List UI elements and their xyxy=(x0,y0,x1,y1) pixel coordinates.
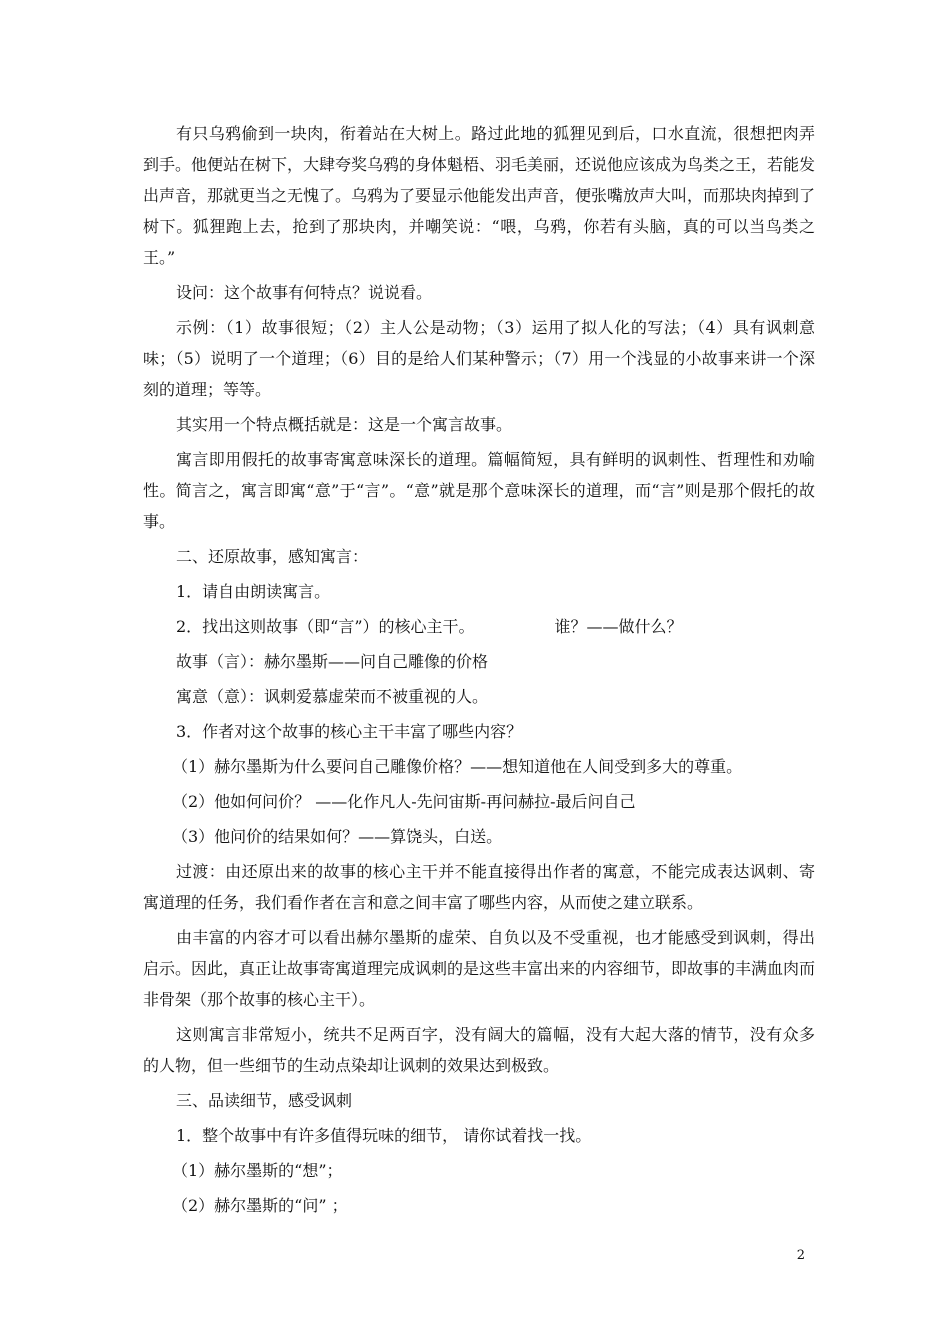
paragraph-transition: 过渡：由还原出来的故事的核心主干并不能直接得出作者的寓意，不能完成表达讽刺、寄寓道理的任务，我们看作者在言和意之间丰富了哪些内容，从而使之建立联系。 xyxy=(143,862,815,912)
list-item-2-text: 2．找出这则故事（即“言”）的核心主干。 xyxy=(176,617,475,636)
story-core: 故事（言）：赫尔墨斯——问自己雕像的价格 xyxy=(176,652,489,671)
story-moral: 寓意（意）：讽刺爱慕虚荣而不被重视的人。 xyxy=(176,687,489,706)
sub-item-3: （3）他问价的结果如何？——算饶头，白送。 xyxy=(172,827,503,846)
section-heading-2: 二、还原故事，感知寓言： xyxy=(176,547,369,566)
list-item-1: 1．请自由朗读寓言。 xyxy=(176,582,331,601)
paragraph-brevity: 这则寓言非常短小，统共不足两百字，没有阔大的篇幅，没有大起大落的情节，没有众多的人物，但一些细节的生动点染却让讽刺的效果达到极致。 xyxy=(143,1025,815,1075)
list-item-details: 1．整个故事中有许多值得玩味的细节， 请你试着找一找。 xyxy=(176,1126,592,1145)
paragraph-summary: 其实用一个特点概括就是：这是一个寓言故事。 xyxy=(176,415,513,434)
list-item-2 xyxy=(143,611,815,642)
sub-item-2: （2）他如何问价？ ——化作凡人-先问宙斯-再问赫拉-最后问自己 xyxy=(172,792,636,811)
sub-item-ask: （2）赫尔墨斯的“问” ； xyxy=(172,1196,348,1215)
list-item-3: 3．作者对这个故事的核心主干丰富了哪些内容？ xyxy=(176,722,523,741)
list-item-2-prompt: 谁？——做什么？ xyxy=(554,617,683,636)
paragraph-fable-definition: 寓言即用假托的故事寄寓意味深长的道理。篇幅简短，具有鲜明的讽刺性、哲理性和劝喻性。简言之，寓言即寓“意”于“言”。“意”就是那个意味深长的道理，而“言”则是那个假托的故事。 xyxy=(143,450,815,531)
sub-item-think: （1）赫尔墨斯的“想”； xyxy=(172,1161,343,1180)
section-heading-3: 三、品读细节，感受讽刺 xyxy=(176,1091,353,1110)
paragraph-fable-crow-fox: 有只乌鸦偷到一块肉，衔着站在大树上。路过此地的狐狸见到后，口水直流，很想把肉弄到手。他便站在树下，大肆夸奖乌鸦的身体魁梧、羽毛美丽，还说他应该成为鸟类之王，若能发出声音，那就更当之无愧了。乌鸦为了要显示他能发出声音，便张嘴放声大叫，而那块肉掉到了树下。狐狸跑上去，抢到了那块肉，并嘲笑说：“喂，乌鸦，你若有头脑，真的可以当鸟类之王。” xyxy=(143,124,816,267)
sub-item-1: （1）赫尔墨斯为什么要问自己雕像价格？——想知道他在人间受到多大的尊重。 xyxy=(172,757,743,776)
paragraph-question: 设问：这个故事有何特点？说说看。 xyxy=(176,283,433,302)
paragraph-analysis: 由丰富的内容才可以看出赫尔墨斯的虚荣、自负以及不受重视，也才能感受到讽刺，得出启示。因此，真正让故事寄寓道理完成讽刺的是这些丰富出来的内容细节，即故事的丰满血肉而非骨架（那个故事的核心主干）。 xyxy=(143,928,816,1009)
document-body xyxy=(143,118,815,1225)
page-number: 2 xyxy=(796,1248,805,1263)
paragraph-example: 示例：（1）故事很短；（2）主人公是动物；（3）运用了拟人化的写法；（4）具有讽刺意味；（5）说明了一个道理；（6）目的是给人们某种警示；（7）用一个浅显的小故事来讲一个深刻的道理；等等。 xyxy=(143,318,815,399)
